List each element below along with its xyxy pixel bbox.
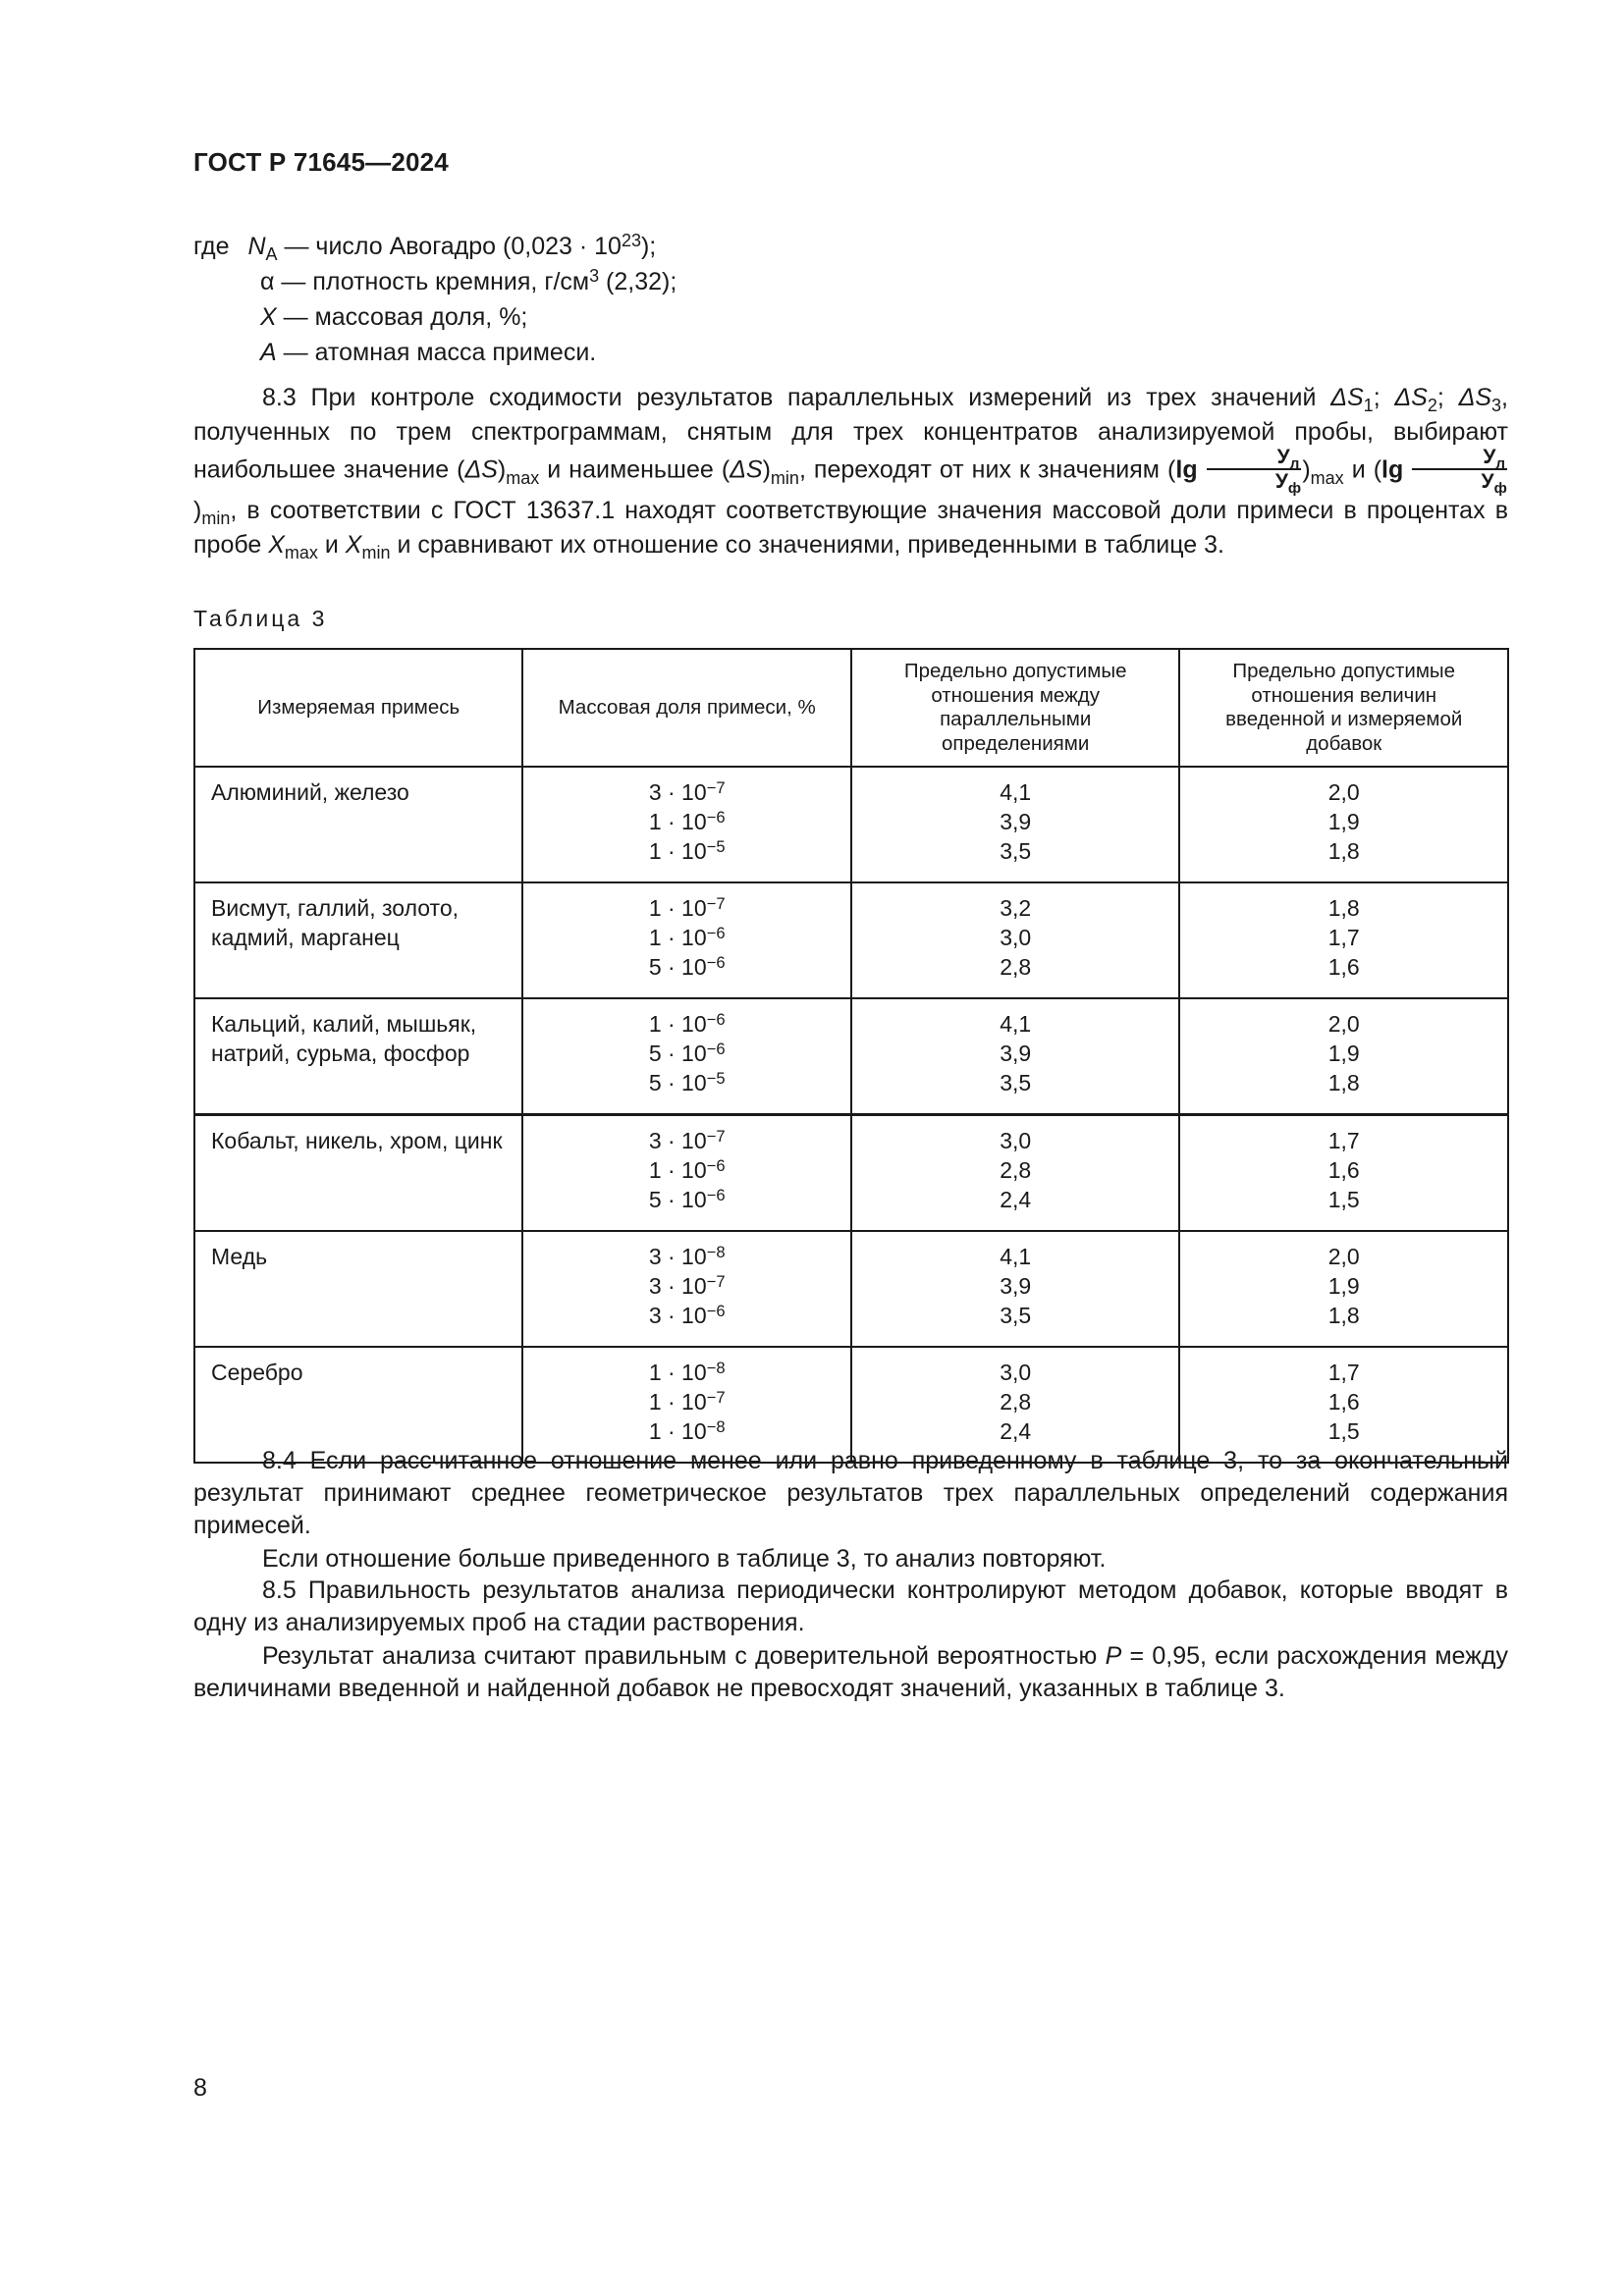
mass-fraction-value: $3 \cdot 10^{-6}$ — [648, 1301, 726, 1328]
parallel-ratio-value: 3,5 — [1000, 838, 1032, 864]
paragraph-8-5-result: Результат анализа считают правильным с доверительной вероятностью P = 0,95, если расхождения между величинами введенной и найденной добавок не превосходят значений, указанных в таблице 3. — [193, 1642, 1508, 1702]
addition-ratio-value: 1,7 — [1327, 925, 1360, 950]
addition-ratio-cell — [1179, 767, 1508, 882]
addition-ratio-cell — [1179, 1115, 1508, 1232]
definition-symbol: X — [260, 303, 277, 331]
column-header-impurity: Измеряемая примесь — [194, 649, 522, 767]
mass-fraction-cell — [522, 998, 850, 1115]
mass-fraction-value: $1 \cdot 10^{-8}$ — [648, 1416, 726, 1444]
addition-ratio-value: 1,7 — [1327, 1360, 1360, 1385]
parallel-ratio-cell — [851, 1115, 1180, 1232]
column-header-mass-fraction: Массовая доля примеси, % — [522, 649, 850, 767]
mass-fraction-cell — [522, 767, 850, 882]
document-header: ГОСТ Р 71645—2024 — [193, 147, 449, 177]
addition-ratio-value: 1,6 — [1327, 1157, 1360, 1183]
mass-fraction-value: $1 \cdot 10^{-6}$ — [648, 1009, 726, 1037]
mass-fraction-value: $5 \cdot 10^{-6}$ — [648, 952, 726, 980]
definition-density: α — плотность кремния, $г/см^3$ (2,32); — [193, 264, 677, 299]
addition-ratio-cell — [1179, 882, 1508, 998]
parallel-ratio-value: 3,9 — [1000, 1041, 1032, 1066]
mass-fraction-value: $3 \cdot 10^{-7}$ — [648, 1126, 726, 1153]
addition-ratio-value: 1,8 — [1327, 1303, 1360, 1328]
addition-ratio-value: 1,9 — [1327, 1273, 1360, 1299]
mass-fraction-value: $1 \cdot 10^{-5}$ — [648, 836, 726, 864]
parallel-ratio-value: 4,1 — [1000, 1244, 1032, 1269]
table-row — [194, 998, 1508, 1115]
mass-fraction-value: $1 \cdot 10^{-8}$ — [648, 1358, 726, 1385]
fraction-yl-yf: $\frac{У_л}{У_ф}$ — [1412, 447, 1507, 492]
addition-ratio-value: 1,9 — [1327, 1041, 1360, 1066]
mass-fraction-value: $5 \cdot 10^{-6}$ — [648, 1039, 726, 1066]
definitions-lead: где — [193, 233, 230, 260]
parallel-ratio-cell — [851, 1231, 1180, 1347]
table-header-row — [194, 649, 1508, 767]
parallel-ratio-value: 2,8 — [1000, 954, 1032, 980]
table-row — [194, 1231, 1508, 1347]
impurity-name: Кобальт, никель, хром, цинк — [194, 1115, 522, 1232]
mass-fraction-value: $1 \cdot 10^{-7}$ — [648, 1387, 726, 1415]
table-row — [194, 1115, 1508, 1232]
parallel-ratio-value: 3,9 — [1000, 809, 1032, 834]
paragraph-8-4-repeat: Если отношение больше приведенного в таблице 3, то анализ повторяют. — [262, 1545, 1107, 1573]
impurity-name: Алюминий, железо — [194, 767, 522, 882]
addition-ratio-value: 2,0 — [1327, 779, 1360, 805]
fraction-yl-yf: $\frac{У_л}{У_ф}$ — [1207, 447, 1302, 492]
mass-fraction-cell — [522, 1231, 850, 1347]
table-caption: Таблица 3 — [193, 606, 328, 631]
parallel-ratio-value: 3,5 — [1000, 1303, 1032, 1328]
addition-ratio-value: 1,6 — [1327, 1389, 1360, 1415]
addition-ratio-value: 1,8 — [1327, 838, 1360, 864]
parallel-ratio-value: 4,1 — [1000, 1011, 1032, 1037]
addition-ratio-value: 1,9 — [1327, 809, 1360, 834]
mass-fraction-value: $3 \cdot 10^{-7}$ — [648, 1271, 726, 1299]
mass-fraction-value: $1 \cdot 10^{-6}$ — [648, 807, 726, 834]
mass-fraction-value: $1 \cdot 10^{-7}$ — [648, 893, 726, 921]
paragraph-8-4: 8.4 Если рассчитанное отношение менее или равно приведенному в таблице 3, то за окончательный результат принимают среднее геометрическое результатов трех параллельных определений содержания примесей. — [193, 1447, 1508, 1539]
mass-fraction-value: $1 \cdot 10^{-6}$ — [648, 1155, 726, 1183]
parallel-ratio-value: 4,1 — [1000, 779, 1032, 805]
parallel-ratio-value: 3,5 — [1000, 1070, 1032, 1095]
parallel-ratio-value: 2,8 — [1000, 1389, 1032, 1415]
page-number: 8 — [193, 2074, 207, 2102]
addition-ratio-value: 2,0 — [1327, 1244, 1360, 1269]
parallel-ratio-cell — [851, 998, 1180, 1115]
table-row — [194, 767, 1508, 882]
column-header-parallel-ratio: Предельно допустимые отношения между параллельными определениями — [851, 649, 1180, 767]
table-row — [194, 882, 1508, 998]
mass-fraction-value: $5 \cdot 10^{-5}$ — [648, 1068, 726, 1095]
definition-atomic-mass: A — атомная масса примеси. — [193, 335, 677, 370]
parallel-ratio-value: 3,2 — [1000, 895, 1032, 921]
addition-ratio-cell — [1179, 998, 1508, 1115]
addition-ratio-value: 1,5 — [1327, 1418, 1360, 1444]
parallel-ratio-value: 2,8 — [1000, 1157, 1032, 1183]
definition-symbol: α — [260, 268, 275, 295]
mass-fraction-value: $3 \cdot 10^{-7}$ — [648, 777, 726, 805]
parallel-ratio-value: 2,4 — [1000, 1418, 1032, 1444]
parallel-ratio-cell — [851, 767, 1180, 882]
addition-ratio-value: 1,5 — [1327, 1187, 1360, 1212]
definition-mass-fraction: X — массовая доля, %; — [193, 299, 677, 335]
mass-fraction-cell — [522, 1115, 850, 1232]
definition-avogadro: где $N_A$ — число Авогадро $(0,023 \cdot 10^{23})$; — [193, 230, 657, 265]
addition-ratio-value: 1,8 — [1327, 895, 1360, 921]
mass-fraction-value: $1 \cdot 10^{-6}$ — [648, 923, 726, 950]
parallel-ratio-value: 3,9 — [1000, 1273, 1032, 1299]
addition-ratio-value: 1,7 — [1327, 1128, 1360, 1153]
definition-symbol: A — [260, 339, 277, 366]
impurity-name: Медь — [194, 1231, 522, 1347]
table-3 — [193, 648, 1509, 1464]
parallel-ratio-value: 3,0 — [1000, 925, 1032, 950]
paragraph-8-5: 8.5 Правильность результатов анализа периодически контролируют методом добавок, которые вводят в одну из анализируемых проб на стадии растворения. — [193, 1576, 1508, 1636]
impurity-name: Висмут, галлий, золото, кадмий, марганец — [194, 882, 522, 998]
mass-fraction-value: $5 \cdot 10^{-6}$ — [648, 1185, 726, 1212]
addition-ratio-value: 1,8 — [1327, 1070, 1360, 1095]
addition-ratio-value: 2,0 — [1327, 1011, 1360, 1037]
column-header-addition-ratio: Предельно допустимые отношения величин введенной и измеряемой добавок — [1179, 649, 1508, 767]
impurity-name: Кальций, калий, мышьяк, натрий, сурьма, фосфор — [194, 998, 522, 1115]
parallel-ratio-cell — [851, 882, 1180, 998]
addition-ratio-cell — [1179, 1231, 1508, 1347]
definitions-block — [193, 229, 677, 370]
parallel-ratio-value: 3,0 — [1000, 1360, 1032, 1385]
addition-ratio-value: 1,6 — [1327, 954, 1360, 980]
parallel-ratio-value: 2,4 — [1000, 1187, 1032, 1212]
mass-fraction-cell — [522, 882, 850, 998]
parallel-ratio-value: 3,0 — [1000, 1128, 1032, 1153]
paragraph-8-3: 8.3 При контроле сходимости результатов параллельных измерений из трех значений $\Delta S_1$; $\Delta S_2$; $\Delta S_3$, полученных по трем спектрограммам, снятым для трех концентратов анализируемой пробы, выбирают наибольшее значение $(\Delta S)_{max}$ и наименьшее $(\Delta S)_{min}$, переходят от них к значениям (lg $\frac{У_л}{У_ф}$ )$_{max}$ и (lg $\frac{У_л}{У_ф}$ )$_{min}$, в соответствии с ГОСТ 13637.1 находят соответствующие значения массовой доли примеси в процентах в пробе $X_{max}$ и $X_{min}$ и сравнивают их отношение со значениями, приведенными в таблице 3. — [193, 384, 1508, 562]
impurity-name: Серебро — [194, 1347, 522, 1463]
definition-symbol: $N_A$ — [247, 233, 278, 265]
mass-fraction-value: $3 \cdot 10^{-8}$ — [648, 1242, 726, 1269]
